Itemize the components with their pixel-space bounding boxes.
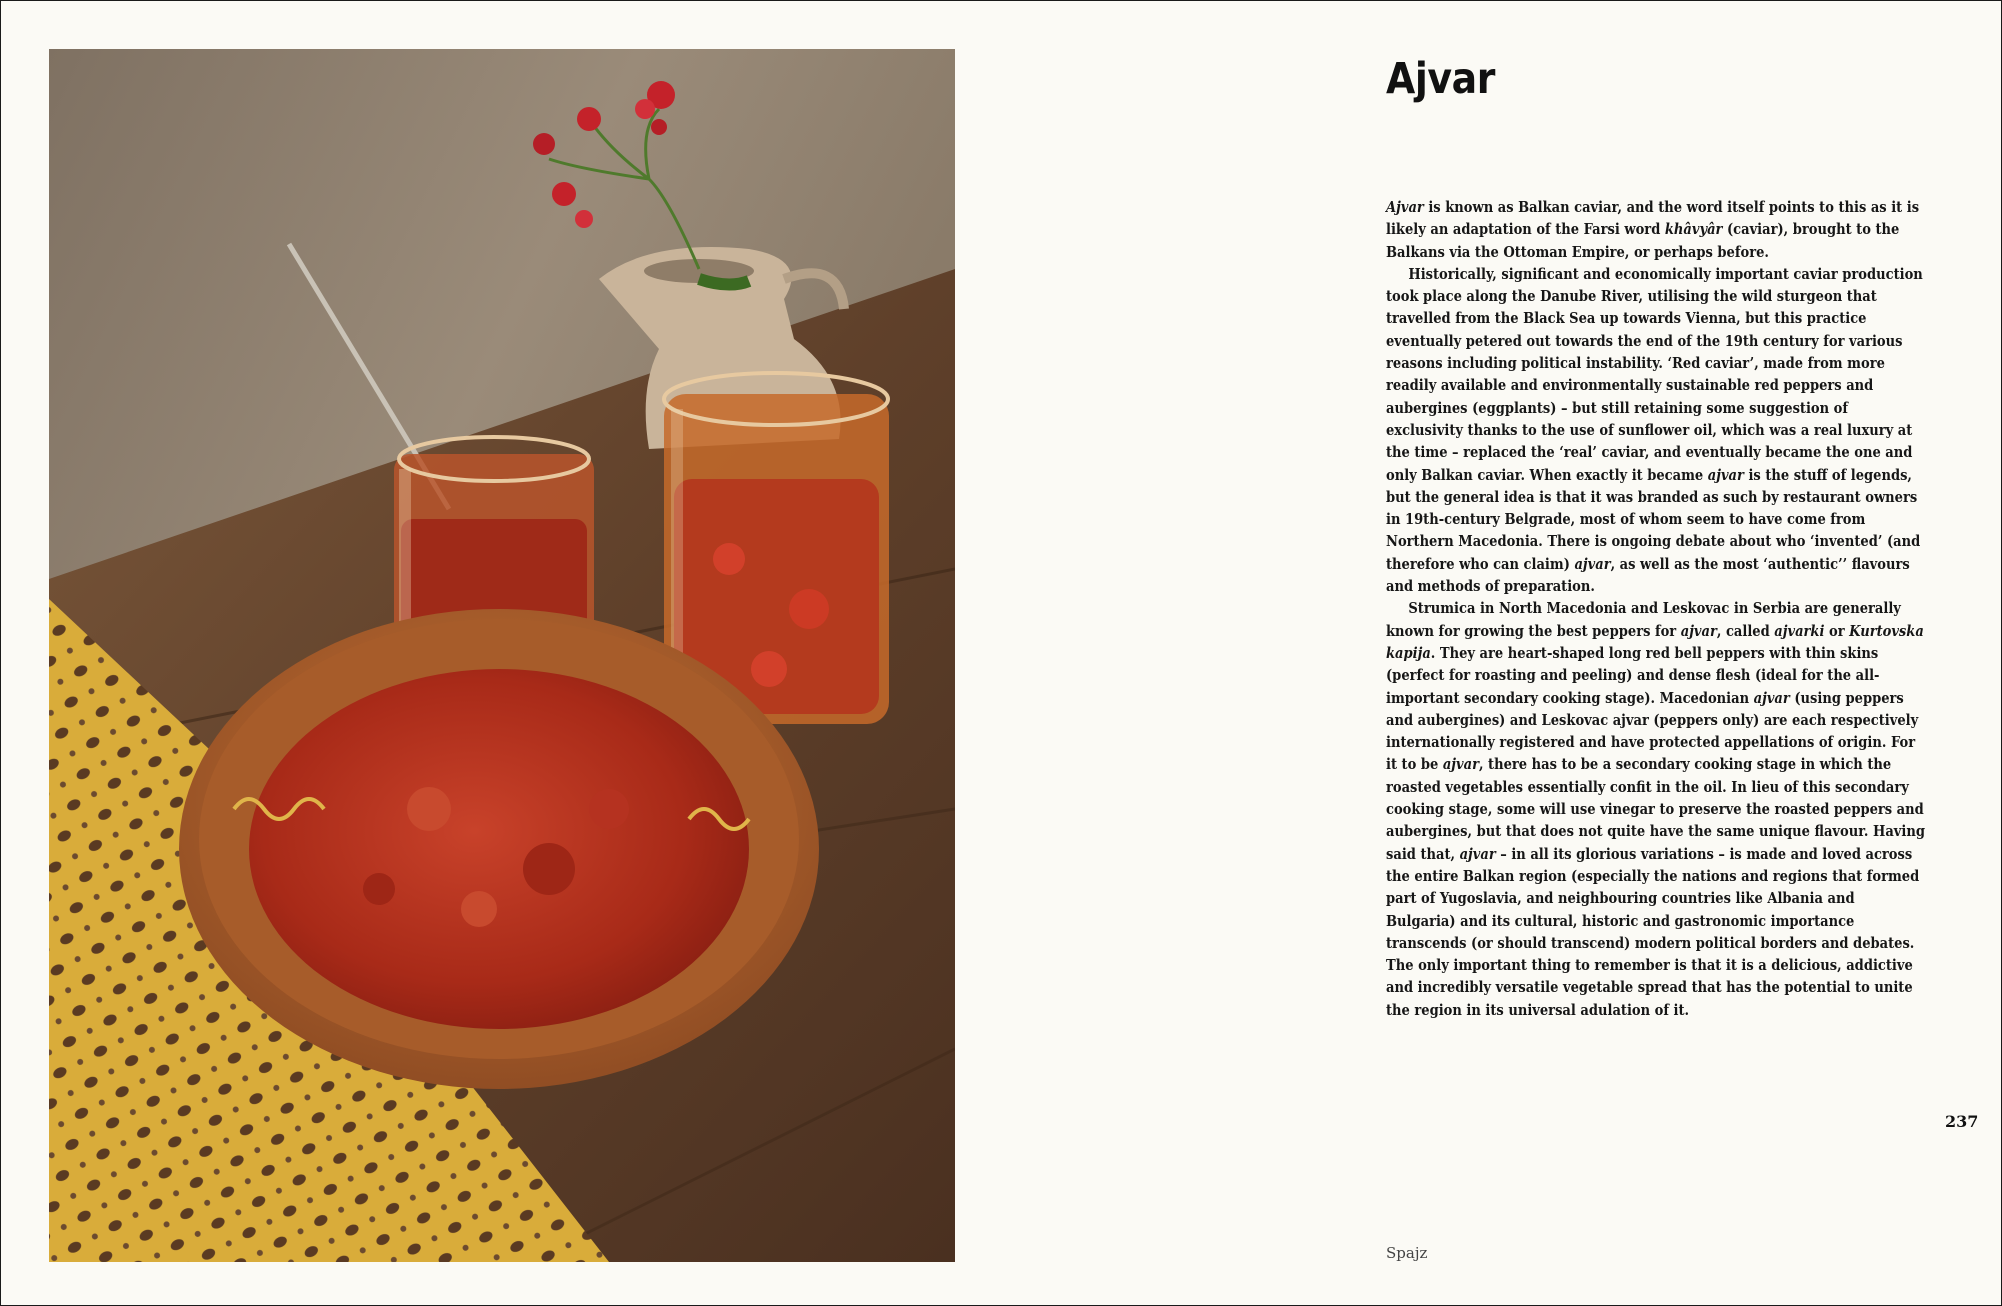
bowl-of-ajvar bbox=[179, 609, 819, 1089]
ajvar-photo-illustration bbox=[49, 49, 955, 1262]
paragraph-1: Ajvar is known as Balkan caviar, and the word itself points to this as it is likely an adaptation of the Farsi word khâvyâr (caviar), brought to the Balkans via the Ottoman Empire, or perhaps before. bbox=[1386, 198, 1920, 261]
ajvar-spread bbox=[249, 669, 749, 1029]
food-photograph bbox=[49, 49, 955, 1262]
body-text bbox=[1386, 196, 1926, 1021]
paragraph-3: Strumica in North Macedonia and Leskovac in Serbia are generally known for growing the best peppers for ajvar, called ajvarki or Kurtovska kapija. They are heart-shaped long red bell peppers with thin skins (perfect for roasting and peeling) and dense flesh (ideal for the all-important secondary cooking stage). Macedonian ajvar (using peppers and aubergines) and Leskovac ajvar (peppers only) are each respectively internationally registered and have protected appellations of origin. For it to be ajvar, there has to be a secondary cooking stage in which the roasted vegetables essentially confit in the oil. In lieu of this secondary cooking stage, some will use vinegar to preserve the roasted peppers and aubergines, but that does not quite have the same unique flavour. Having said that, ajvar – in all its glorious variations – is made and loved across the entire Balkan region (especially the nations and regions that formed part of Yugoslavia, and neighbouring countries like Albania and Bulgaria) and its cultural, historic and gastronomic importance transcends (or should transcend) modern political borders and debates. The only important thing to remember is that it is a delicious, addictive and incredibly versatile vegetable spread that has the potential to unite the region in its universal adulation of it. bbox=[1386, 599, 1925, 1019]
recipe-title: Ajvar bbox=[1386, 54, 1495, 104]
paragraph-2: Historically, significant and economically important caviar production took place along the Danube River, utilising the wild sturgeon that travelled from the Black Sea up towards Vienna, but this practice eventually petered out towards the end of the 19th century for various reasons including political instability. ‘Red caviar’, made from more readily available and environmentally sustainable red peppers and aubergines (eggplants) – but still retaining some suggestion of exclusivity thanks to the use of sunflower oil, which was a real luxury at the time – replaced the ‘real’ caviar, and eventually became the one and only Balkan caviar. When exactly it became ajvar is the stuff of legends, but the general idea is that it was branded as such by restaurant owners in 19th-century Belgrade, most of whom seem to have come from Northern Macedonia. There is ongoing debate about who ‘invented’ (and therefore who can claim) ajvar, as well as the most ‘authentic’’ flavours and methods of preparation. bbox=[1386, 264, 1923, 596]
running-footer: Spajz bbox=[1386, 1244, 1428, 1262]
page-number: 237 bbox=[1945, 1112, 1979, 1131]
